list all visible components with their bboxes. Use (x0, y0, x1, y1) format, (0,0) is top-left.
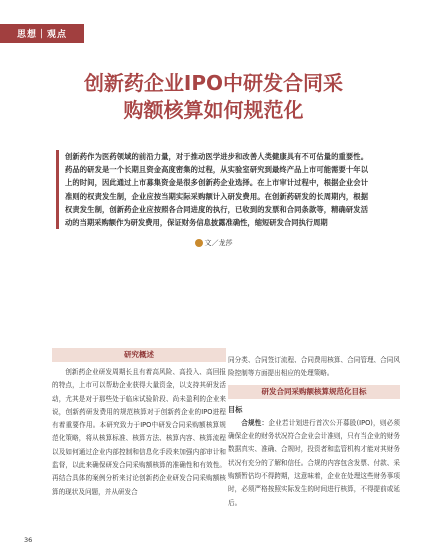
section-title-overview: 研究概述 (52, 348, 226, 362)
article-title (30, 70, 397, 124)
compliance-paragraph (228, 417, 400, 510)
page-number: 36 (24, 536, 33, 544)
section-tag: 思想｜观点 (0, 24, 84, 43)
author-line (0, 238, 427, 248)
overview-paragraph: 创新药企业研发周期长且有着高风险、高投入、高回报的特点，上市可以帮助企业获得大量资金，以支持其研发活动，尤其是对于那些处于临床试验阶段、尚未盈利的企业来说，创新药研发费用的规范核算对于创新药企业的IPO进程有着重要作用。本研究致力于IPO中研发合同采购额核算规范化策略，将从核算标准、核算方法、核算内容、核算流程以及如何通过企业内部控制和信息化手段来加强内部审计和监督，以此来确保研发合同采购额核算的准确性和有效性。再结合具体的案例分析来讨论创新药企业研发合同采购额核算的现状及问题，并从研发合 (52, 368, 226, 496)
compliance-lead: 合规性： (241, 418, 269, 427)
right-column (228, 354, 400, 510)
article-title-line2: 购额核算如何规范化 (123, 98, 304, 122)
subheading-goal: 目标 (228, 404, 243, 414)
article-title-line1: 创新药企业IPO中研发合同采 (83, 71, 344, 95)
compliance-text: 企业若计划进行首次公开募股(IPO)，则必须确保企业的财务状况符合企业会计准则，只有当企业的财务数据真实、准确、合规时，投资者和监管机构才能对其财务状况有充分的了解和信任。合规的内容包含发票、付款、采购额暂估均不得跨期，这意味着，企业在处理这些财务事项时，必须严格按照实际发生的时间进行核算，不得提前或延后。 (228, 418, 400, 507)
right-paragraph-continued: 同分类、合同签订流程、合同费用核算、合同管理、合同风险控制等方面提出相应的处理策略。 (228, 356, 400, 378)
author-name: 文／龙莎 (204, 239, 233, 247)
article-abstract: 创新药作为医药领域的前沿力量，对于推动医学进步和改善人类健康具有不可估量的重要性。药品的研发是一个长期且资金高度密集的过程，从实验室研究到最终产品上市可能需要十年以上的时间，因此通过上市募集资金是很多创新药企业选择。在上市审计过程中，根据企业会计准则的权责发生制，企业应按当期实际采购额计入研发费用。在创新药研发的长周期内，根据权责发生制，创新药企业应按照各合同进度的执行，已收到的发票和合同条款等，精确研发活动的当期采购额作为研发费用，保证财务信息披露准确性，缩短研发合同执行周期 (56, 150, 368, 229)
section-title-goals: 研发合同采购额核算规范化目标 (228, 385, 400, 399)
left-column (52, 348, 226, 499)
author-dot-icon (195, 239, 203, 247)
